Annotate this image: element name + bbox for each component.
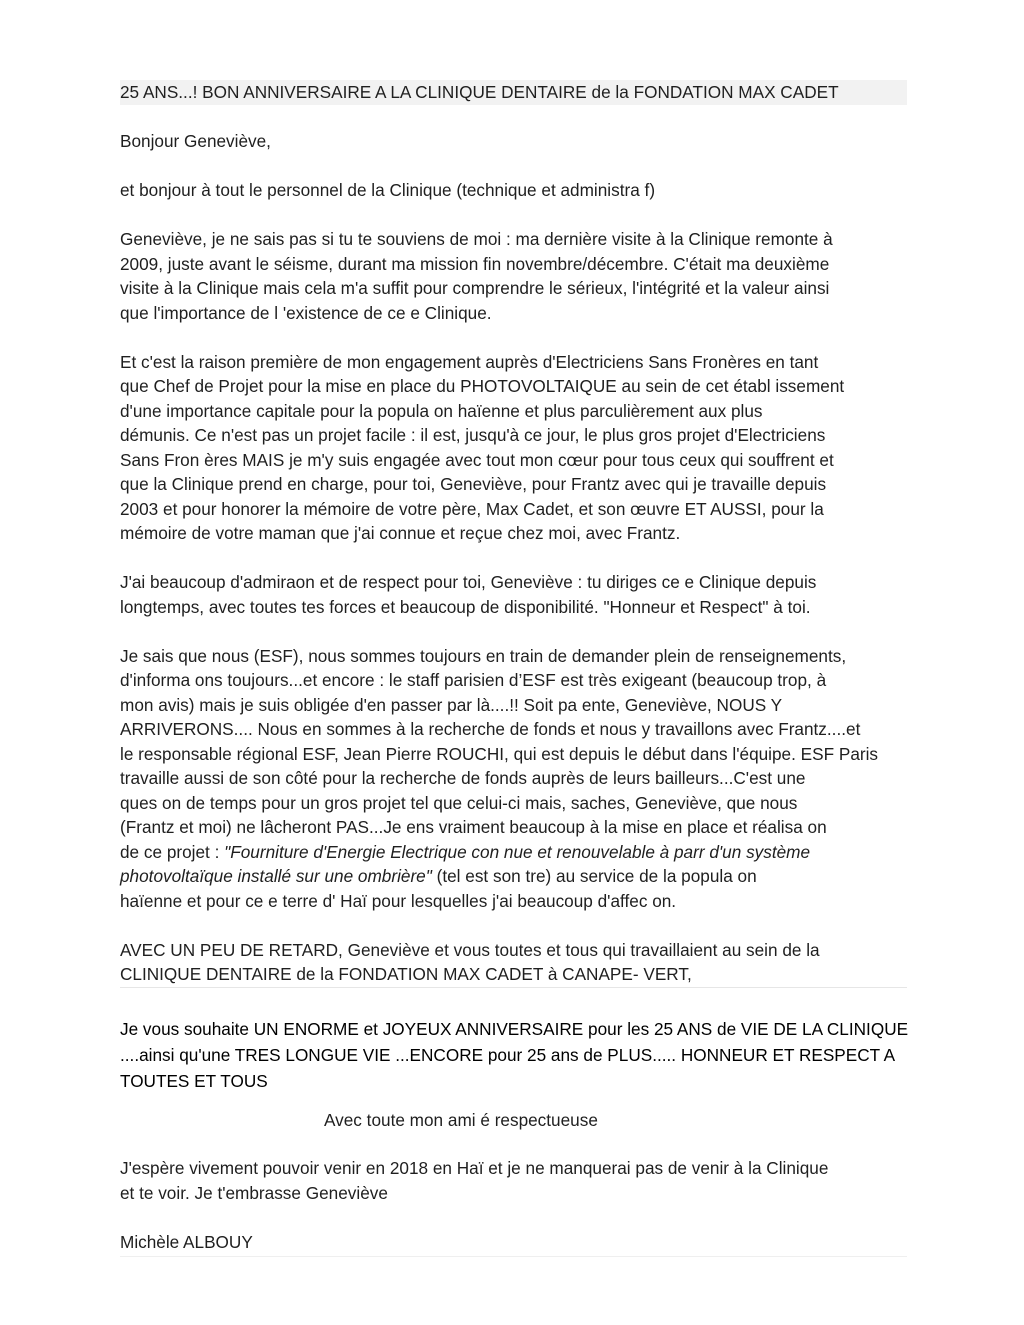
paragraph-engagement (120, 350, 907, 546)
text-line: J'ai beaucoup d'admiraon et de respect pour toi, Geneviève : tu diriges ce e Clinique depuis (120, 572, 817, 592)
paragraph-dedication (120, 938, 907, 988)
text-line: ques on de temps pour un gros projet tel que celui-ci mais, saches, Geneviève, que nous (120, 792, 798, 813)
text-line: (Frantz et moi) ne lâcheront PAS...Je ens vraiment beaucoup à la mise en place et réalisa on (120, 817, 827, 837)
letter-title-bar (120, 80, 907, 105)
project-title-italic: "Fourniture d'Energie Electrique con nue et renouvelable à parr d'un système (224, 841, 811, 862)
text-line: 2009, juste avant le séisme, durant ma mission fin novembre/décembre. C'était ma deuxième (120, 253, 830, 274)
text-line: AVEC UN PEU DE RETARD, Geneviève et vous toutes et tous qui travaillaient au sein de la (120, 939, 820, 960)
text-line: visite à la Clinique mais cela m'a suffit pour comprendre le sérieux, l'intégrité et la valeur ainsi (120, 278, 830, 298)
text-fragment: de ce projet : (120, 841, 225, 862)
text-line: mémoire de votre maman que j'ai connue et reçue chez moi, avec Frantz. (120, 523, 681, 543)
text-line: mon avis) mais je suis obligée d'en passer par là....!! Soit pa ente, Geneviève, NOUS Y (120, 694, 783, 715)
text-line: démunis. Ce n'est pas un projet facile : il est, jusqu'à ce jour, le plus gros projet d'Electriciens (120, 425, 826, 445)
closing-line: Avec toute mon ami é respectueuse (324, 1109, 598, 1130)
text-line: d'une importance capitale pour la popula on haïenne et plus parculièrement aux plus (120, 400, 763, 421)
letter-title: 25 ANS...! BON ANNIVERSAIRE A LA CLINIQUE DENTAIRE de la FONDATION MAX CADET (120, 82, 839, 102)
text-line: Je sais que nous (ESF), nous sommes toujours en train de demander plein de renseignements, (120, 645, 847, 666)
text-fragment: (tel est son tre) au service de la popula on (431, 866, 757, 886)
text-line: Je vous souhaite UN ENORME et JOYEUX ANNIVERSAIRE pour les 25 ANS de VIE DE LA CLINIQUE (120, 1018, 909, 1039)
text-line: ....ainsi qu'une TRES LONGUE VIE ...ENCORE pour 25 ans de PLUS..... HONNEUR ET RESPECT A (120, 1044, 896, 1065)
project-title-italic: photovoltaïque installé sur une ombrière" (120, 866, 432, 886)
text-line: Sans Fron ères MAIS je m'y suis engagée avec tout mon cœur pour tous ceux qui souffrent et (120, 449, 834, 470)
text-line: ARRIVERONS.... Nous en sommes à la recherche de fonds et nous y travaillons avec Frantz....et (120, 719, 861, 739)
paragraph-memory (120, 227, 907, 325)
text-line (120, 840, 907, 865)
greeting-staff: et bonjour à tout le personnel de la Clinique (technique et administra f) (120, 180, 656, 200)
text-line: Et c'est la raison première de mon engagement auprès d'Electriciens Sans Fronères en tant (120, 351, 819, 372)
text-line: Geneviève, je ne sais pas si tu te souviens de moi : ma dernière visite à la Clinique remonte à (120, 229, 833, 249)
text-line: et te voir. Je t'embrasse Geneviève (120, 1182, 388, 1203)
signature: Michèle ALBOUY (120, 1230, 907, 1258)
text-line: que la Clinique prend en charge, pour toi, Geneviève, pour Frantz avec qui je travaille depuis (120, 474, 827, 494)
text-line (120, 864, 907, 889)
text-line: le responsable régional ESF, Jean Pierre ROUCHI, qui est depuis le début dans l'équipe. ESF Paris (120, 743, 879, 764)
paragraph-wishes (120, 1016, 907, 1094)
text-line: travaille aussi de son côté pour la recherche de fonds auprès de leurs bailleurs...C'est une (120, 768, 806, 788)
text-line: que l'importance de l 'existence de ce e Clinique. (120, 302, 492, 323)
text-line: longtemps, avec toutes tes forces et beaucoup de disponibilité. "Honneur et Respect" à toi. (120, 596, 811, 617)
text-line: haïenne et pour ce e terre d' Haï pour lesquelles j'ai beaucoup d'affec on. (120, 890, 677, 911)
text-line: d'informa ons toujours...et encore : le staff parisien d’ESF est très exigeant (beaucoup trop, à (120, 670, 827, 690)
paragraph-project (120, 644, 907, 914)
paragraph-admiration (120, 570, 907, 619)
text-line: 2003 et pour honorer la mémoire de votre père, Max Cadet, et son œuvre ET AUSSI, pour la (120, 498, 824, 519)
paragraph-hope (120, 1156, 907, 1205)
text-line: CLINIQUE DENTAIRE de la FONDATION MAX CADET à CANAPE- VERT, (120, 964, 692, 984)
letter-page (120, 80, 907, 1257)
text-line: que Chef de Projet pour la mise en place du PHOTOVOLTAIQUE au sein de cet établ issement (120, 376, 845, 396)
text-line: TOUTES ET TOUS (120, 1070, 268, 1091)
greeting: Bonjour Geneviève, (120, 131, 271, 151)
text-line: J'espère vivement pouvoir venir en 2018 en Haï et je ne manquerai pas de venir à la Clinique (120, 1158, 829, 1178)
